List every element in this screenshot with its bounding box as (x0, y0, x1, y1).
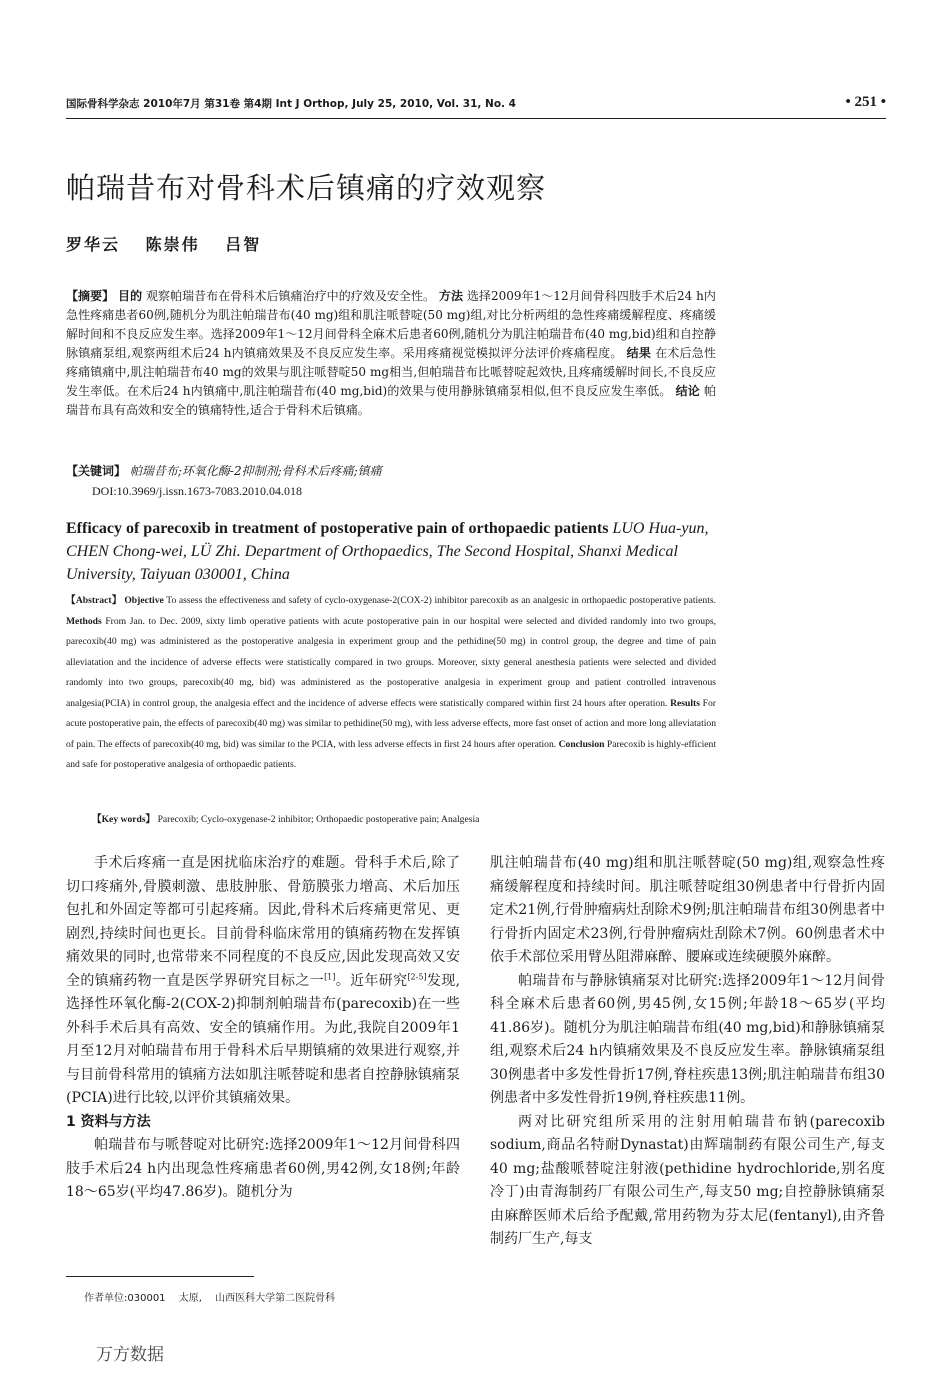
conclusion-text-cn: 帕瑞昔布具有高效和安全的镇痛特性,适合于骨科术后镇痛。 (66, 384, 716, 417)
journal-citation: 国际骨科学杂志 2010年7月 第31卷 第4期 Int J Orthop, July 25, 2010, Vol. 31, No. 4 (66, 98, 516, 110)
right-paragraph-2: 帕瑞昔布与静脉镇痛泵对比研究:选择2009年1～12月间骨科全麻术后患者60例,男45例,女15例;年龄18～65岁(平均41.86岁)。随机分为肌注帕瑞昔布组(40 mg,bid)和静脉镇痛泵组,观察术后24 h内镇痛效果及不良反应发生率。静脉镇痛泵组30例患者中多发性骨折17例,脊柱疾患13例;肌注帕瑞昔布组30例患者中多发性骨折19例,脊柱疾患11例。 (490, 972, 885, 1106)
article-title: 帕瑞昔布对骨科术后镇痛的疗效观察 (66, 171, 547, 205)
right-paragraph-3: 两对比研究组所采用的注射用帕瑞昔布钠(parecoxib sodium,商品名特耐Dynastat)由辉瑞制药有限公司生产,每支40 mg;盐酸哌替啶注射液(pethidine hydrochloride,别名度冷丁)由青海制药厂有限公司生产,每支50 mg;自控静脉镇痛泵由麻醉医师术后给予配戴,常用药物为芬太尼(fentanyl),由齐鲁制药厂生产,每支 (490, 1113, 885, 1247)
header-rule (66, 118, 886, 119)
intro-text-b: 。近年研究 (335, 972, 408, 989)
english-title: Efficacy of parecoxib in treatment of postoperative pain of orthopaedic patients (66, 520, 609, 537)
methods-text-en: From Jan. to Dec. 2009, sixty limb operative patients with acute postoperative pain in our hospital were selected and divided randomly into two groups, parecoxib(40 mg) was administered as the postoperative analgesia in experiment group and the pethidine(50 mg) in control group, the degree and time of pain alleviatation and the incidence of adverse effects were statistically compared in two groups. Moreover, sixty general anesthesia patients were selected and divided randomly into two groups, parecoxib(40 mg, bid) was administered as the postoperative analgesia in experiment group and patient controlled intravenous analgesia(PCIA) in control group, the analgesia effect and the incidence of adverse effects were statistically compared within first 24 hours after operation. (66, 615, 716, 709)
conclusion-label-cn: 结论 (675, 384, 700, 398)
author-1: 罗华云 (66, 235, 121, 254)
author-3: 吕智 (225, 235, 262, 254)
intro-paragraph (66, 852, 460, 1111)
author-2: 陈崇伟 (145, 235, 200, 254)
english-affiliation: Department of Orthopaedics, The Second Hospital, Shanxi Medical University, Taiyuan 030001, China (66, 543, 678, 583)
english-title-block (66, 517, 726, 586)
running-head (66, 96, 886, 118)
english-authors: LUO Hua-yun, CHEN Chong-wei, LÜ Zhi. (66, 520, 709, 560)
conclusion-label-en: Conclusion (558, 738, 605, 750)
footnote-rule (66, 1276, 254, 1277)
footnote-institution: 山西医科大学第二医院骨科 (215, 1293, 336, 1304)
objective-text-en: To assess the effectiveness and safety of cyclo-oxygenase-2(COX-2) inhibitor parecoxib as an analgesic in orthopaedic postoperative patients. (166, 595, 717, 606)
results-text-cn: 在术后急性疼痛镇痛中,肌注帕瑞昔布40 mg的效果与肌注哌替啶50 mg相当,但帕瑞昔布比哌替啶起效快,且疼痛缓解时间长,不良反应发生率低。在术后24 h内镇痛中,肌注帕瑞昔布(40 mg,bid)的效果与使用静脉镇痛泵相似,但不良反应发生率低。 (66, 346, 716, 398)
objective-label-cn: 目的 (118, 289, 143, 303)
doi: DOI:10.3969/j.issn.1673-7083.2010.04.018 (92, 484, 302, 498)
keywords-cn (66, 462, 716, 480)
abstract-en (66, 591, 716, 776)
abstract-en-label: 【Abstract】 (66, 595, 122, 606)
abstract-cn-label: 【摘要】 (66, 289, 115, 303)
keywords-en-label: 【Key words】 (92, 814, 156, 825)
intro-text-c: 发现,选择性环氧化酶-2(COX-2)抑制剂帕瑞昔布(parecoxib)在一些外科手术后具有高效、安全的镇痛作用。为此,我院自2009年1月至12月对帕瑞昔布用于骨科术后早期镇痛的效果进行观察,并与目前骨科常用的镇痛方法如肌注哌替啶和患者自控静脉镇痛泵(PCIA)进行比较,以评价其镇痛效果。 (66, 972, 461, 1106)
reference-2-5[interactable]: [2-5] (407, 971, 427, 981)
page-number: • 251 • (845, 94, 886, 110)
methods-label-en: Methods (66, 615, 102, 627)
objective-text-cn: 观察帕瑞昔布在骨科术后镇痛治疗中的疗效及安全性。 (146, 289, 436, 303)
author-affiliation-footnote (84, 1289, 345, 1304)
watermark: 万方数据 (96, 1345, 164, 1365)
conclusion-text-en: Parecoxib is highly-efficient and safe for postoperative analgesia of orthopaedic patients. (66, 738, 716, 770)
section-heading-methods: 1 资料与方法 (66, 1113, 151, 1130)
body-column-left (66, 852, 460, 1205)
results-label-en: Results (670, 697, 700, 709)
keywords-en (92, 811, 479, 825)
methods-label-cn: 方法 (438, 289, 464, 303)
footnote-city: 太原, (178, 1293, 202, 1304)
body-column-right (490, 852, 885, 1252)
methods-paragraph-left: 帕瑞昔布与哌替啶对比研究:选择2009年1～12月间骨科四肢手术后24 h内出现急性疼痛患者60例,男42例,女18例;年龄18～65岁(平均47.86岁)。随机分为 (66, 1137, 460, 1200)
keywords-cn-text: 帕瑞昔布;环氧化酶-2抑制剂;骨科术后疼痛;镇痛 (129, 464, 382, 478)
abstract-cn (66, 287, 716, 420)
keywords-cn-label: 【关键词】 (66, 464, 127, 478)
methods-text-cn: 选择2009年1～12月间骨科四肢手术后24 h内急性疼痛患者60例,随机分为肌注帕瑞昔布(40 mg)组和肌注哌替啶(50 mg)组,对比分析两组的急性疼痛缓解程度、疼痛缓解时间和不良反应发生率。选择2009年1～12月间骨科全麻术后患者60例,随机分为肌注帕瑞昔布(40 mg,bid)组和自控静脉镇痛泵组,观察两组术后24 h内镇痛效果及不良反应发生率。采用疼痛视觉模拟评分法评价疼痛程度。 (66, 289, 716, 360)
objective-label-en: Objective (124, 595, 164, 606)
footnote-label: 作者单位:030001 (84, 1293, 166, 1304)
reference-1[interactable]: [1] (324, 971, 336, 981)
right-paragraph-1: 肌注帕瑞昔布(40 mg)组和肌注哌替啶(50 mg)组,观察急性疼痛缓解程度和持续时间。肌注哌替啶组30例患者中行骨折内固定术21例,行骨肿瘤病灶刮除术9例;肌注帕瑞昔布组30例患者中行骨折内固定术23例,行骨肿瘤病灶刮除术7例。60例患者术中依手术部位采用臂丛阻滞麻醉、腰麻或连续硬膜外麻醉。 (490, 855, 885, 965)
results-text-en: For acute postoperative pain, the effects of parecoxib(40 mg) was similar to pethidine(50 mg), with less adverse effects, more fast onset of action and more long alleviatation of pain. The effects of parecoxib(40 mg, bid) was similar to the PCIA, with less adverse effects in first 24 hours after operation. (66, 697, 716, 750)
keywords-en-text: Parecoxib; Cyclo-oxygenase-2 inhibitor; Orthopaedic postoperative pain; Analgesia (157, 814, 480, 825)
results-label-cn: 结果 (626, 346, 652, 360)
intro-text-a: 手术后疼痛一直是困扰临床治疗的难题。骨科手术后,除了切口疼痛外,骨膜刺激、患肢肿胀、骨筋膜张力增高、术后加压包扎和外固定等都可引起疼痛。因此,骨科术后疼痛更常见、更剧烈,持续时间也更长。目前骨科临床常用的镇痛药物在发挥镇痛效果的同时,也常带来不同程度的不良反应,因此发现高效又安全的镇痛药物一直是医学界研究目标之一 (66, 855, 460, 989)
author-list (66, 232, 279, 255)
